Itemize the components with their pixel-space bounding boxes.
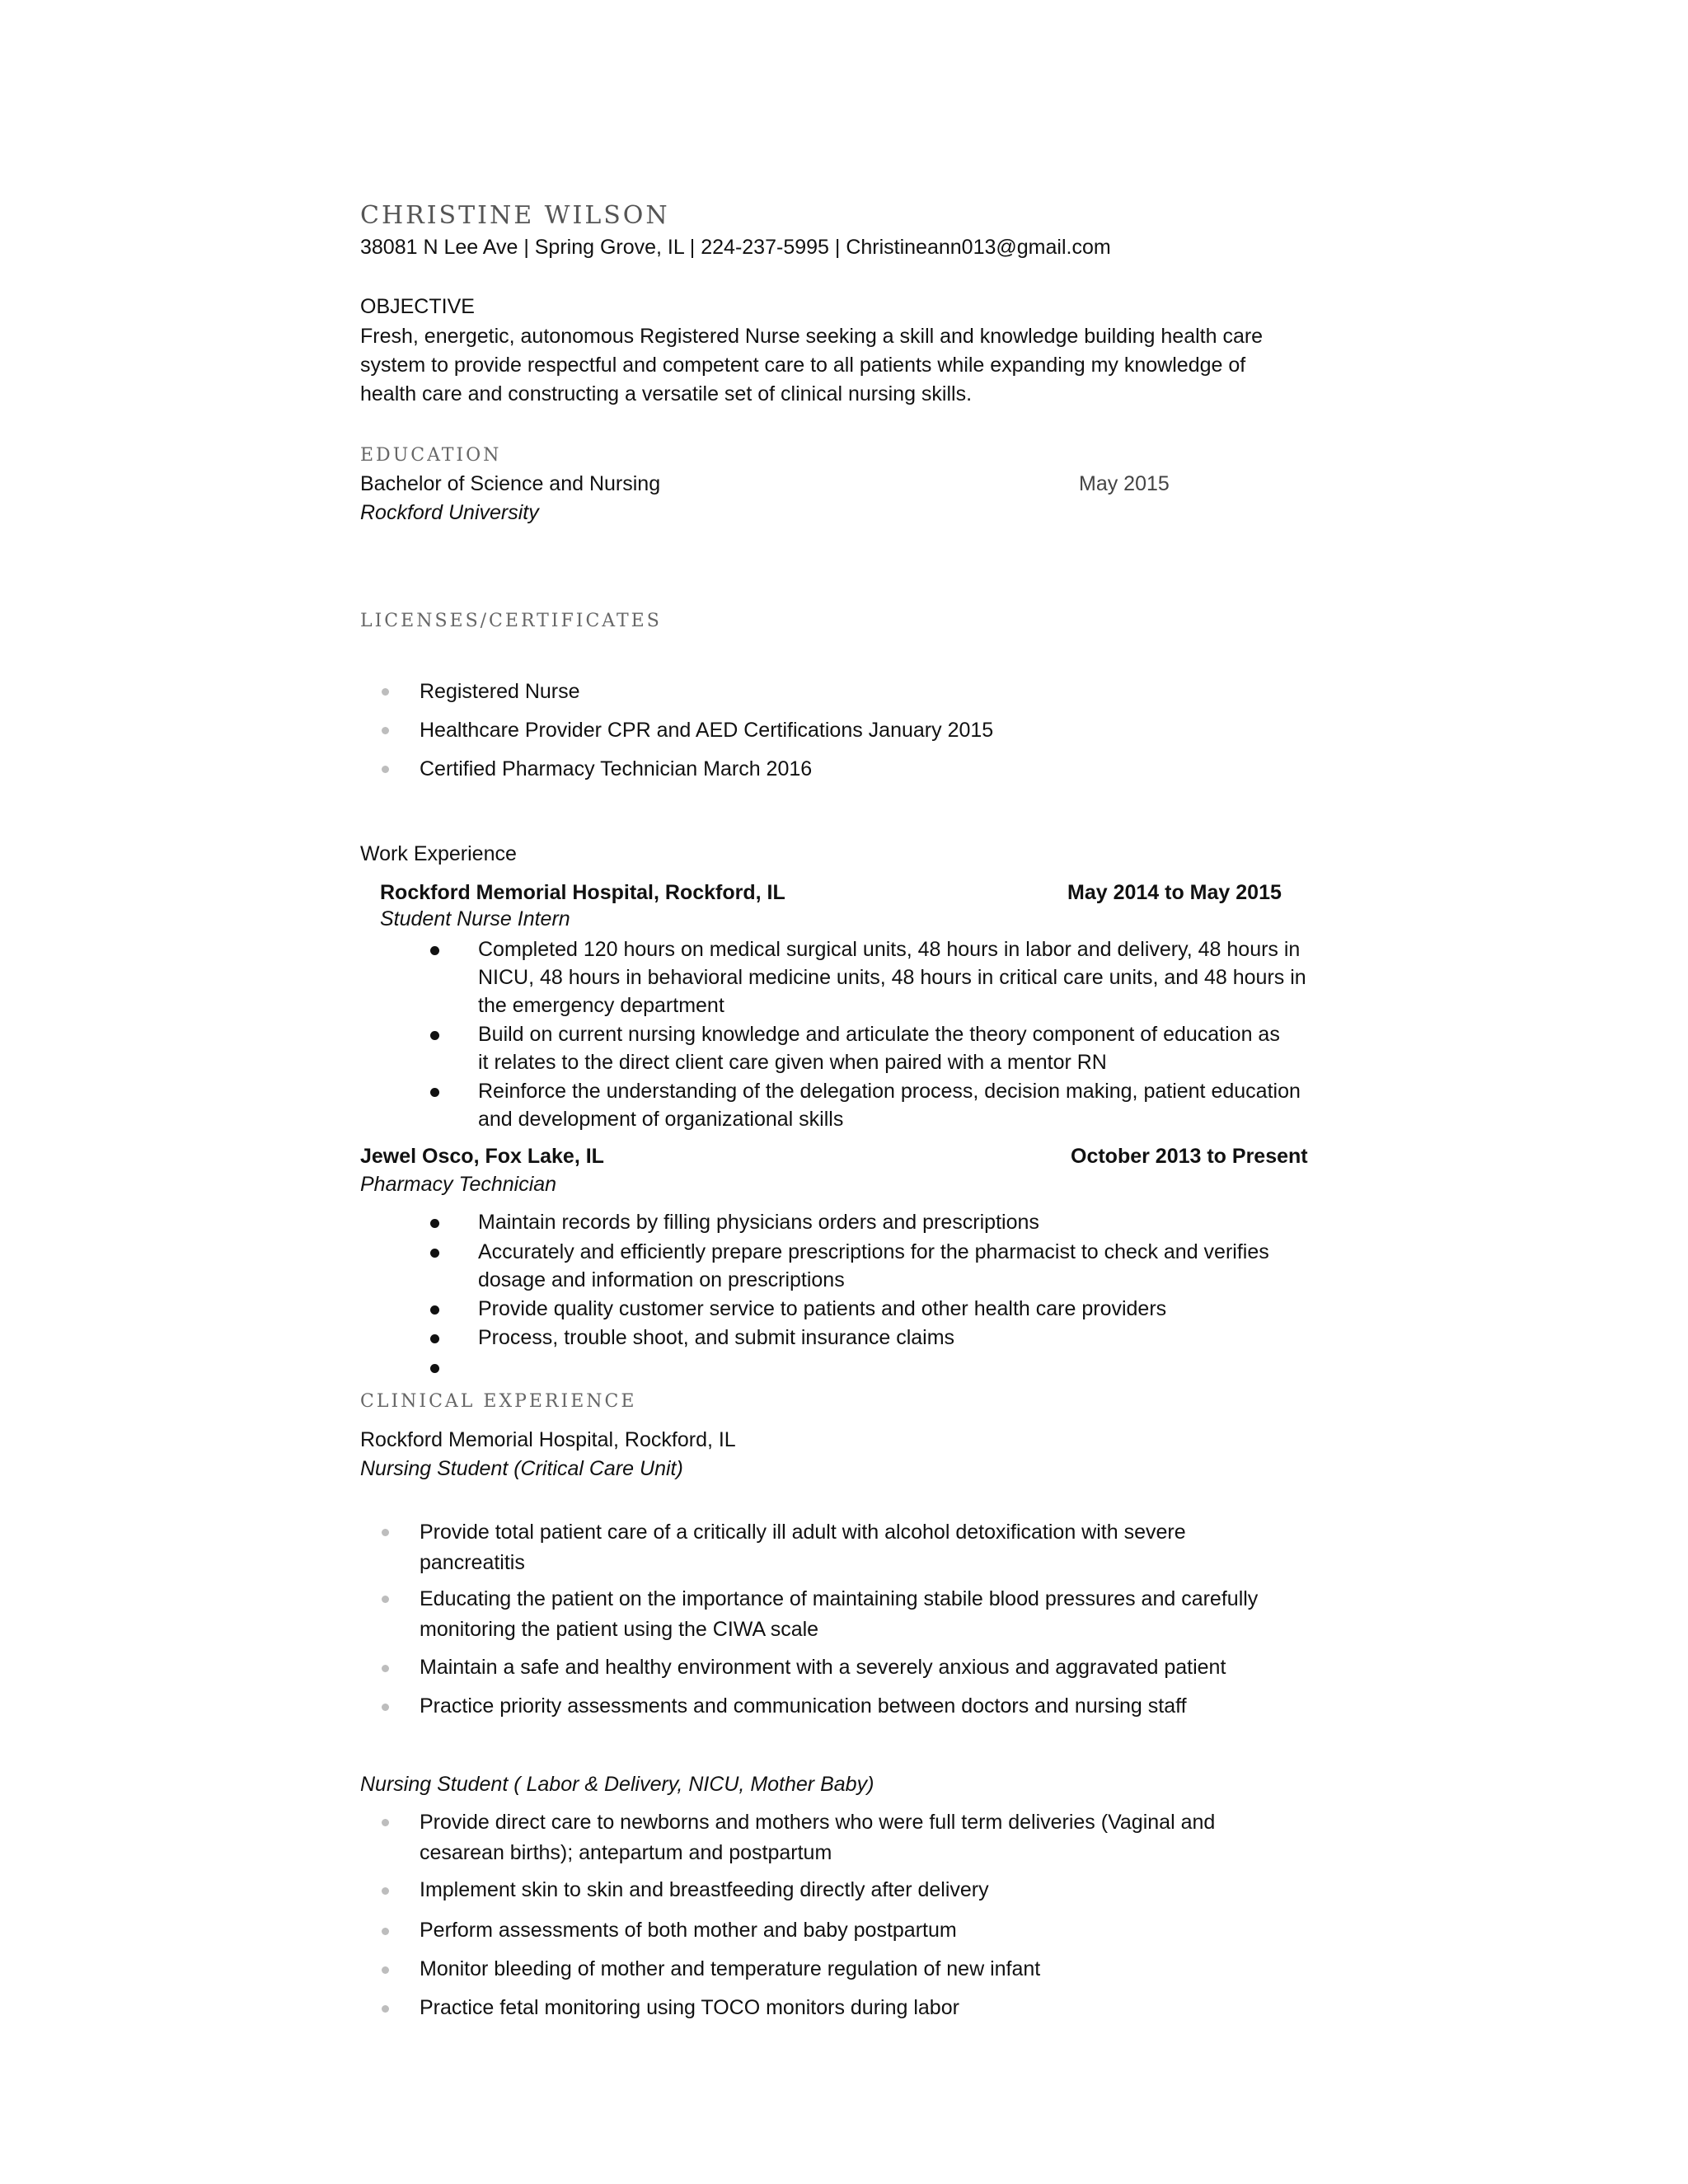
bullet-dot	[382, 766, 389, 773]
bullet-dot	[430, 1219, 439, 1228]
clinical-item-line: Provide total patient care of a critically ill adult with alcohol detoxification with severe	[420, 1521, 1186, 1544]
bullet-dot	[382, 2005, 389, 2013]
licenses-heading: LICENSES/CERTIFICATES	[360, 611, 662, 631]
rotation-title: Nursing Student ( Labor & Delivery, NICU, Mother Baby)	[360, 1773, 874, 1796]
clinical-facility: Rockford Memorial Hospital, Rockford, IL	[360, 1428, 736, 1451]
clinical-item-line: cesarean births); antepartum and postpartum	[420, 1841, 832, 1864]
rotation-title: Nursing Student (Critical Care Unit)	[360, 1457, 683, 1480]
bullet-dot	[430, 1305, 439, 1315]
job-title: Student Nurse Intern	[380, 907, 570, 930]
job-duty-line: Completed 120 hours on medical surgical units, 48 hours in labor and delivery, 48 hours in	[478, 938, 1301, 961]
job-duty-line: Accurately and efficiently prepare prescriptions for the pharmacist to check and verifies	[478, 1240, 1269, 1263]
job-dates: May 2014 to May 2015	[1067, 881, 1282, 904]
clinical-item	[420, 1955, 1040, 1983]
clinical-item-line: Educating the patient on the importance of maintaining stabile blood pressures and carefully	[420, 1587, 1259, 1610]
license-item: Certified Pharmacy Technician March 2016	[420, 757, 813, 780]
bullet-dot	[382, 688, 389, 696]
bullet-dot	[382, 1928, 389, 1935]
graduation-date: May 2015	[1079, 472, 1170, 495]
clinical-item	[420, 1807, 1215, 1868]
bullet-dot	[382, 1819, 389, 1826]
objective-heading: OBJECTIVE	[360, 295, 475, 318]
clinical-item	[420, 1916, 957, 1944]
clinical-item	[420, 1876, 989, 1904]
job-duty-line: Build on current nursing knowledge and articulate the theory component of education as	[478, 1023, 1280, 1046]
contact-line: 38081 N Lee Ave | Spring Grove, IL | 224-237-5995 | Christineann013@gmail.com	[360, 236, 1111, 259]
bullet-dot	[430, 1088, 439, 1097]
bullet-dot	[382, 1596, 389, 1603]
clinical-item	[420, 1517, 1186, 1578]
job-title: Pharmacy Technician	[360, 1173, 557, 1196]
job-duty-line: Process, trouble shoot, and submit insurance claims	[478, 1326, 955, 1349]
clinical-item-line: Practice fetal monitoring using TOCO monitors during labor	[420, 1996, 959, 2019]
objective-line: health care and constructing a versatile set of clinical nursing skills.	[360, 382, 973, 405]
clinical-item-line: Provide direct care to newborns and mothers who were full term deliveries (Vaginal and	[420, 1811, 1216, 1834]
job-duty-line: and development of organizational skills	[478, 1108, 844, 1131]
degree: Bachelor of Science and Nursing	[360, 472, 661, 495]
job-duty	[478, 1077, 1301, 1133]
clinical-heading: CLINICAL EXPERIENCE	[360, 1391, 637, 1412]
job-duty	[478, 1238, 1269, 1294]
bullet-dot	[430, 946, 439, 955]
clinical-item-line: pancreatitis	[420, 1551, 525, 1574]
clinical-item	[420, 1584, 1258, 1645]
job-duty	[478, 1324, 954, 1352]
bullet-dot	[430, 1031, 439, 1040]
job-duty-line: the emergency department	[478, 994, 724, 1017]
clinical-item	[420, 1994, 959, 2022]
education-heading: EDUCATION	[360, 445, 502, 466]
bullet-dot	[382, 1665, 389, 1672]
job-duty	[478, 935, 1306, 1019]
bullet-dot	[430, 1364, 439, 1373]
bullet-dot	[382, 1529, 389, 1536]
clinical-item-line: Practice priority assessments and communication between doctors and nursing staff	[420, 1694, 1187, 1718]
clinical-item-line: Perform assessments of both mother and baby postpartum	[420, 1919, 957, 1942]
school-name: Rockford University	[360, 501, 539, 524]
bullet-dot	[382, 1704, 389, 1711]
bullet-dot	[382, 1966, 389, 1974]
bullet-dot	[382, 1887, 389, 1895]
job-duty	[478, 1020, 1280, 1076]
bullet-dot	[430, 1334, 439, 1343]
job-employer: Rockford Memorial Hospital, Rockford, IL	[380, 881, 785, 904]
clinical-item-line: Monitor bleeding of mother and temperature regulation of new infant	[420, 1957, 1041, 1980]
clinical-item	[420, 1692, 1187, 1720]
objective-line: system to provide respectful and competent care to all patients while expanding my knowledge of	[360, 354, 1246, 377]
job-employer: Jewel Osco, Fox Lake, IL	[360, 1145, 604, 1168]
job-duty-line: NICU, 48 hours in behavioral medicine units, 48 hours in critical care units, and 48 hours in	[478, 966, 1306, 989]
job-duty-line: Reinforce the understanding of the delegation process, decision making, patient education	[478, 1080, 1301, 1103]
clinical-item	[420, 1653, 1226, 1681]
job-duty-line: dosage and information on prescriptions	[478, 1268, 845, 1291]
clinical-item-line: Maintain a safe and healthy environment with a severely anxious and aggravated patient	[420, 1656, 1226, 1679]
job-duty-line: Provide quality customer service to patients and other health care providers	[478, 1297, 1167, 1320]
bullet-dot	[382, 727, 389, 734]
job-dates: October 2013 to Present	[1071, 1145, 1308, 1168]
objective-text	[360, 322, 1263, 409]
work-heading: Work Experience	[360, 842, 517, 865]
clinical-item-line: monitoring the patient using the CIWA scale	[420, 1618, 819, 1641]
objective-line: Fresh, energetic, autonomous Registered Nurse seeking a skill and knowledge building health care	[360, 325, 1264, 348]
license-item: Registered Nurse	[420, 680, 580, 703]
job-duty-line: Maintain records by filling physicians orders and prescriptions	[478, 1211, 1039, 1234]
candidate-name: CHRISTINE WILSON	[360, 201, 670, 230]
job-duty-line: it relates to the direct client care given when paired with a mentor RN	[478, 1051, 1107, 1074]
license-item: Healthcare Provider CPR and AED Certifications January 2015	[420, 719, 994, 742]
bullet-dot	[430, 1249, 439, 1258]
job-duty	[478, 1208, 1039, 1236]
job-duty	[478, 1295, 1166, 1323]
clinical-item-line: Implement skin to skin and breastfeeding directly after delivery	[420, 1878, 989, 1901]
